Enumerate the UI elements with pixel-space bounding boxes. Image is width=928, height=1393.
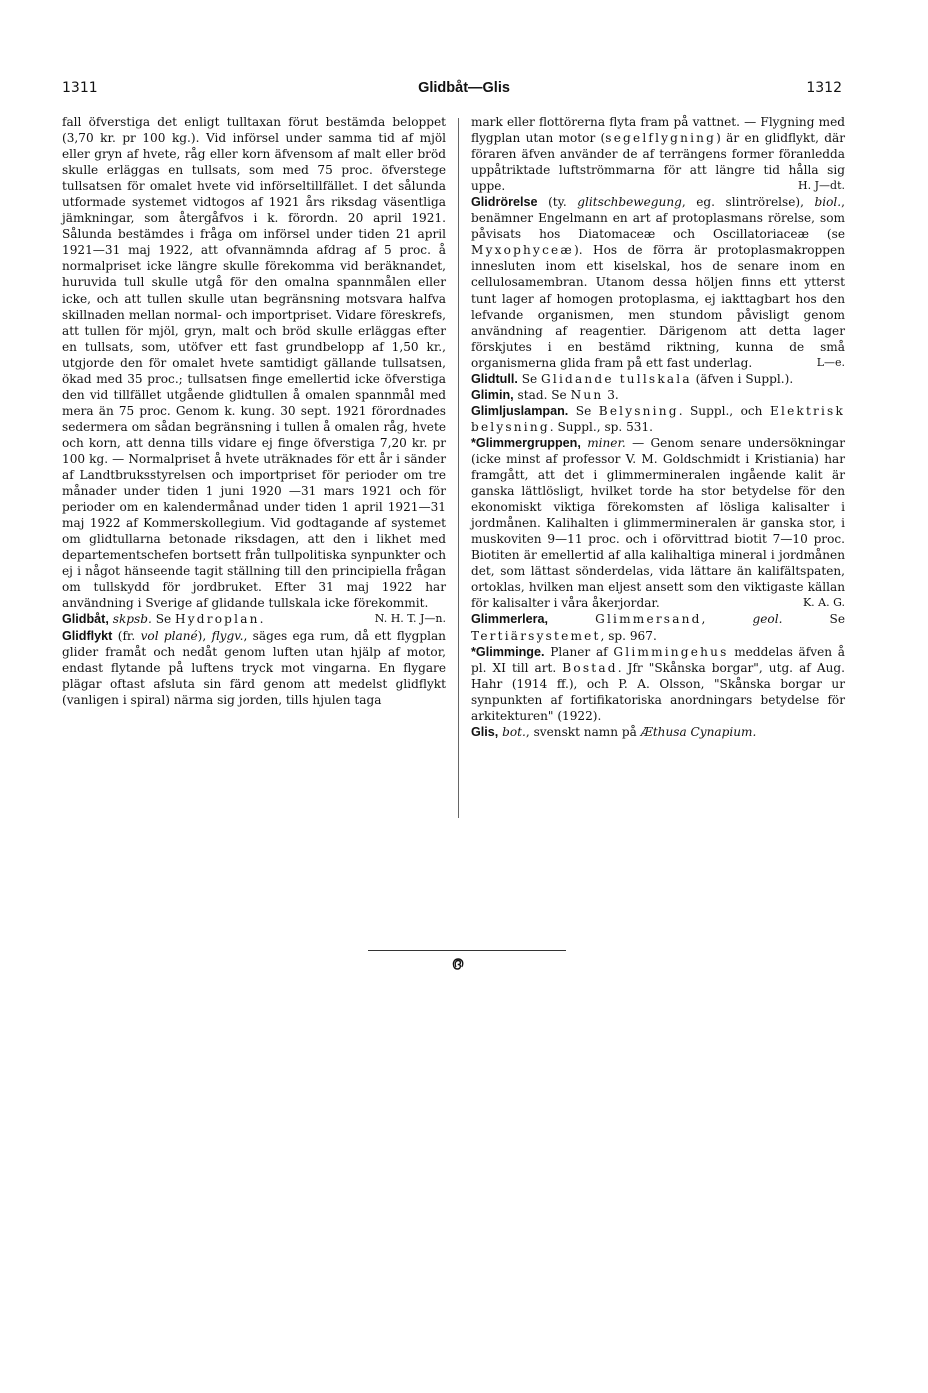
entry-text: , sp. 967. <box>600 628 657 643</box>
entry-text: meddelas äfven å pl. XI till art. <box>471 644 845 675</box>
entry-text: 3. <box>607 387 619 402</box>
column-divider <box>458 118 459 818</box>
printer-mark-icon: ൫ <box>452 956 464 970</box>
entry-glimljuslampan <box>471 403 845 435</box>
entry-text: (äfven i Suppl.). <box>695 371 794 386</box>
entry-glimmerlera <box>471 611 845 643</box>
entry-text: — Genom senare undersökningar (icke minst af professor V. M. Goldschmidt i Kristiania) har framgått, att det i glimmermineralen ingående kalit är ganska lättlösligt, hvilket torde ha stor betydelse för den ekonomiskt viktiga förekomsten af lösliga kalisalter i jordmånen. Kalihalten i glimmermineralen är ganska stor, i muskoviten 9—11 proc. och i oförvittrad biotit 7—10 proc. Biotiten är emellertid af alla kalihaltiga mineral i jordmånen det, som lättast sönderdelas, vida lättare än kalifältspaten, ortoklas, hvilken man eljest ansett som den viktigaste källan för kalisalter i våra åkerjordar. <box>471 435 845 611</box>
entry-glidrorelse <box>471 194 845 371</box>
headword: Glidbåt, <box>62 612 109 627</box>
cross-reference: Glimmingehus <box>613 644 729 659</box>
cross-reference: Glidande tullskala <box>541 371 692 386</box>
author-signature: N. H. T. J—n. <box>374 612 446 626</box>
abbreviation: bot. <box>502 724 526 739</box>
headword: Glimin, <box>471 387 514 402</box>
cross-reference: Glimmersand <box>595 612 702 627</box>
entry-glidtull <box>471 371 845 387</box>
headword: Glimljuslampan. <box>471 403 569 418</box>
foreign-term: vol plané <box>140 628 198 643</box>
entry-text: ), <box>197 628 207 643</box>
entry-text: , benämner Engelmann en art af protoplasmans rörelse, som påvisats hos Diatomaceæ och Oscillatoriaceæ (se <box>471 195 845 242</box>
entry-text: , svenskt namn på <box>525 724 637 739</box>
abbreviation: skpsb. <box>112 612 152 627</box>
cross-reference: Belysning <box>598 403 679 418</box>
page-number-right: 1312 <box>806 80 842 96</box>
running-title: Glidbåt—Glis <box>418 80 510 96</box>
cross-reference: Hydroplan. <box>175 612 266 627</box>
left-column <box>62 114 446 708</box>
entry-glimminge <box>471 644 845 724</box>
entry-glimmergruppen <box>471 435 845 612</box>
abbreviation: geol. <box>752 612 783 627</box>
cross-reference: Bostad <box>562 660 618 675</box>
abbreviation: biol. <box>814 195 842 210</box>
entry-text: (fr. <box>117 628 136 643</box>
entry-text: , säges ega rum, då ett flygplan glider framåt och nedåt genom luften utan hjälp af motor, endast flytande på luftens tryck mot vingarna. En flygare plägar oftast afsluta sin färd genom att medelst glidflykt (vanligen i spiral) närma sig jorden, tills hjulen taga <box>62 628 446 707</box>
see-label: Se <box>155 612 172 627</box>
entry-text: . Suppl., och <box>678 403 763 418</box>
headword: Glimmerlera, <box>471 612 549 627</box>
cross-reference: Æthusa Cynapium. <box>640 724 757 739</box>
cross-reference: Tertiärsystemet <box>471 628 601 643</box>
emphasized-term: segelflygning <box>605 131 717 146</box>
abbreviation: flygv. <box>211 628 244 643</box>
headword: *Glimminge. <box>471 644 545 659</box>
cross-reference: Nun <box>570 387 604 402</box>
right-column <box>471 114 845 740</box>
entry-text: (ty. <box>548 195 567 210</box>
entry-text: , <box>701 612 706 627</box>
headword: *Glimmergruppen, <box>471 435 581 450</box>
page-number-left: 1311 <box>62 80 98 96</box>
entry-text: ). Hos de förra är protoplasmakroppen innesluten inom ett kiselskal, hos de senare inom en cellulosamembran. Utanom dessa höljen finns ett ytterst tunt lager af homogen protoplasma, ej iakttagbart hos den lefvande organismen, men stundom påvisligt genom användning af reagentier. Därigenom att detta lager förskjutes i en bestämd riktning, kunna de små organismerna glida fram på ett fast underlag. <box>471 243 845 370</box>
entry-text: . Suppl., sp. 531. <box>549 419 654 434</box>
footer-rule <box>368 950 566 951</box>
author-signature: L—e. <box>816 355 845 369</box>
paragraph-text: fall öfverstiga det enligt tulltaxan förut bestämda beloppet (3,70 kr. pr 100 kg.). Vid införsel under samma tid af mjöl eller gryn af hvete, råg eller korn äfvensom af malt eller bröd skulle erläggas en tullsats, som med 75 proc. öfverstege tullsatsen för omalet hvete vid införseltillfället. I det sålunda utformade systemet vidtogos af 1921 års riksdag väsentliga jämkningar, som återgåfvos i k. förordn. 20 april 1921. Sålunda bestämdes i fråga om införsel under tiden 21 april 1921—31 maj 1922, att ofvannämnda afdrag af 5 proc. å normalpriset icke längre skulle förekomma vid beräknandet, huruvida tull skulle utgå för den omalna spannmålen eller icke, och att tullen skulle utan begränsning motsvara halfva skillnaden mellan normal- och importpriset. Vidare föreskrefs, att tullen för mjöl, gryn, malt och bröd skulle erläggas efter en tullsats, som, utöfver ett fast grundbelopp af 1,50 kr., utgjorde den för omalet hvete samtidigt gällande tullsatsen, ökad med 35 proc.; tullsatsen finge emellertid icke öfverstiga den vid tillfället utgående glidtullen å omalen spannmål med mera än 75 proc. Genom k. kung. 30 sept. 1921 förordnades sedermera om sådan begränsning i tullen å omalen råg, hvete och korn, att denna tills vidare ej finge öfverstiga 7,20 kr. pr 100 kg. — Normalpriset å hvete uträknades för ett år i sänder af Landtbruksstyrelsen och importpriset för perioder om tre månader under tiden 1 juni 1920 —31 mars 1921 och för perioder om en kalendermånad under tiden 1 april 1921—31 maj 1922 af Kommerskollegium. Vid godtagande af systemet om glidtullarna betonade riksdagen, att den i likhet med departementschefen bortsett från tullpolitiska synpunkter och ej i något hänseende tagit ställning till den principiella frågan om tullskydd för jordbruket. Efter 31 maj 1922 har användning i Sverige af glidande tullskala icke förekommit. <box>62 115 446 611</box>
entry-glimin <box>471 387 845 403</box>
paragraph-text: mark eller flottörerna flyta fram på vattnet. — Flygning med flygplan utan motor ( <box>471 115 845 146</box>
author-signature: K. A. G. <box>802 596 845 610</box>
paragraph-text: ) är en glidflykt, där föraren äfven använder de af terrängens former föranledda uppåtriktade luftströmmarna för att längre tid hålla sig uppe. <box>471 131 845 194</box>
entry-glis <box>471 724 845 740</box>
see-label: Se <box>575 403 592 418</box>
see-label: Se <box>521 371 538 386</box>
headword: Glidrörelse <box>471 195 538 210</box>
author-signature: H. J—dt. <box>798 179 845 193</box>
cross-reference: Myxophyceæ <box>471 243 574 258</box>
entry-text: , eg. slintrörelse), <box>681 195 804 210</box>
abbreviation: miner. <box>587 435 626 450</box>
entry-text: . Jfr "Skånska borgar", utg. af Aug. Hahr (1914 ff.), och P. A. Olsson, "Skånska borgar ur synpunkten af fortifikatoriska anordningars betydelse för arkitekturen" (1922). <box>471 660 845 723</box>
entry-text: Planer af <box>550 644 608 659</box>
entry-text: stad. Se <box>517 387 567 402</box>
headword: Glis, <box>471 724 499 739</box>
headword: Glidtull. <box>471 371 518 386</box>
paragraph-glidflykt-continued <box>471 114 845 194</box>
foreign-term: glitschbewegung <box>577 195 682 210</box>
headword: Glidflykt <box>62 628 113 643</box>
see-label: Se <box>829 612 845 627</box>
entry-glidflykt <box>62 628 446 708</box>
cross-reference: Elektrisk belysning <box>471 403 845 434</box>
